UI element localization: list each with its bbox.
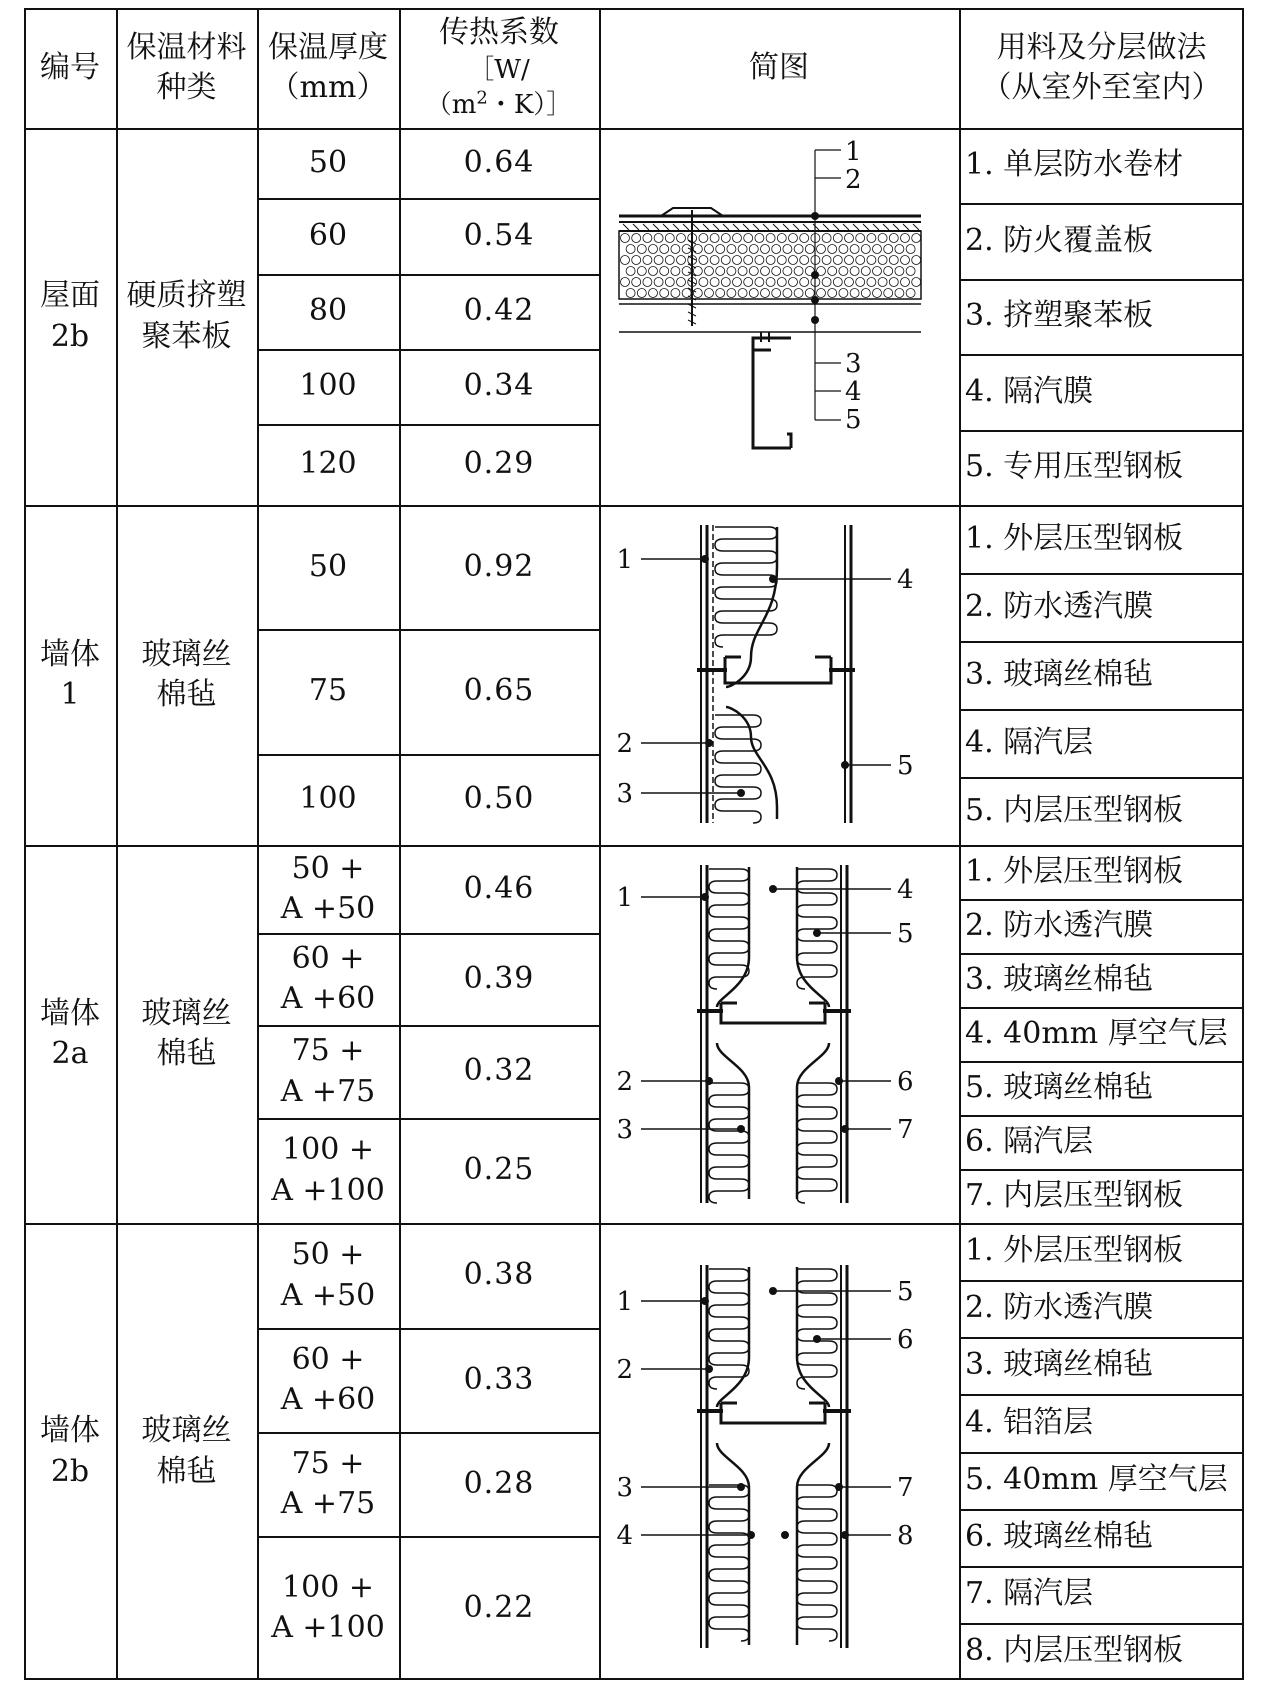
group-material — [116, 505, 257, 845]
group-code-line: 2b — [50, 318, 90, 354]
spec-table — [24, 8, 1244, 1680]
header-thickness-line: （mm） — [269, 70, 387, 105]
header-layers-line: （从室外至室内） — [981, 70, 1222, 105]
layer-item: 2. 防水透汽膜 — [965, 1290, 1154, 1326]
header-coefficient-exponent: 2 — [476, 87, 488, 109]
layer-item: 7. 内层压型钢板 — [965, 1177, 1184, 1213]
group-code — [24, 505, 116, 845]
thickness-value — [257, 1118, 399, 1223]
group-material-line: 棉毡 — [156, 1036, 217, 1071]
group-code — [24, 1223, 116, 1680]
header-code: 编号 — [40, 49, 100, 85]
callout-number: 1 — [845, 137, 862, 167]
thickness-value: 100 — [299, 368, 357, 404]
thickness-value-line: 60 + — [291, 940, 365, 976]
callout-number: 3 — [616, 1115, 633, 1145]
section-diagram-svg — [601, 507, 957, 843]
callout-number: 3 — [616, 1473, 633, 1503]
layer-item: 4. 隔汽层 — [965, 724, 1094, 760]
thickness-value-line: 50 + — [291, 850, 365, 886]
k-value: 0.34 — [463, 368, 535, 404]
header-layers — [959, 8, 1244, 128]
k-value: 0.33 — [463, 1361, 535, 1397]
callout-number: 5 — [897, 1277, 914, 1307]
layer-item: 4. 隔汽膜 — [965, 373, 1094, 409]
group-code-line: 1 — [60, 677, 80, 712]
callout-number: 4 — [845, 377, 862, 407]
thickness-value-line: A +100 — [271, 1172, 385, 1208]
k-value: 0.32 — [463, 1053, 535, 1089]
callout-number: 5 — [845, 405, 862, 435]
section-diagram — [601, 507, 957, 843]
header-coefficient — [399, 8, 599, 128]
thickness-value-line: A +75 — [280, 1073, 376, 1109]
layer-item: 6. 玻璃丝棉毡 — [965, 1519, 1154, 1555]
layer-item: 3. 挤塑聚苯板 — [965, 298, 1154, 334]
k-value: 0.22 — [463, 1589, 535, 1625]
k-value: 0.64 — [463, 144, 535, 180]
header-figure: 简图 — [749, 49, 809, 85]
layer-item: 8. 内层压型钢板 — [965, 1633, 1184, 1669]
k-value: 0.29 — [463, 446, 535, 482]
k-value: 0.92 — [463, 548, 535, 584]
thickness-value-line: A +60 — [280, 981, 376, 1016]
group-material — [116, 128, 257, 505]
thickness-value: 120 — [299, 446, 357, 482]
thickness-value — [257, 845, 399, 933]
header-layers-line: 用料及分层做法 — [996, 29, 1207, 65]
callout-number: 1 — [616, 545, 633, 575]
layer-item: 4. 40mm 厚空气层 — [965, 1015, 1228, 1051]
layer-item: 1. 外层压型钢板 — [965, 1233, 1184, 1269]
callout-number: 1 — [616, 883, 633, 913]
thickness-value-line: A +75 — [280, 1486, 376, 1521]
layer-item: 5. 玻璃丝棉毡 — [965, 1069, 1154, 1105]
layer-item: 3. 玻璃丝棉毡 — [965, 1347, 1154, 1383]
callout-number: 1 — [616, 1287, 633, 1317]
callout-number: 8 — [897, 1521, 914, 1551]
header-thickness-line: 保温厚度 — [268, 29, 388, 65]
callout-number: 2 — [616, 1067, 633, 1097]
header-coefficient-unit: $[W/(m^2$・K）］ — [425, 55, 573, 121]
callout-number: 6 — [897, 1067, 914, 1097]
layer-item: 5. 40mm 厚空气层 — [965, 1462, 1228, 1498]
header-coefficient-line: 传热系数 — [439, 14, 559, 50]
callout-number: 3 — [845, 349, 862, 379]
section-diagram — [601, 847, 957, 1221]
group-code — [24, 128, 116, 505]
layer-item: 7. 隔汽层 — [965, 1576, 1094, 1612]
group-code-line: 2a — [51, 1036, 89, 1071]
callout-number: 4 — [897, 565, 914, 595]
callout-number: 4 — [897, 875, 914, 905]
callout-number: 7 — [897, 1115, 914, 1145]
header-material-line: 种类 — [156, 70, 217, 105]
thickness-value: 60 — [308, 217, 348, 253]
thickness-value — [257, 1432, 399, 1536]
section-diagram-svg — [601, 130, 957, 503]
thickness-value: 50 — [308, 548, 348, 584]
header-thickness — [257, 8, 399, 128]
layer-item: 5. 专用压型钢板 — [965, 449, 1184, 485]
thickness-value — [257, 1536, 399, 1680]
callout-number: 5 — [897, 751, 914, 781]
header-material-line: 保温材料 — [126, 29, 247, 65]
thickness-value — [257, 1328, 399, 1432]
group-code — [24, 845, 116, 1223]
callout-number: 5 — [897, 919, 914, 949]
thickness-value: 75 — [308, 673, 348, 709]
thickness-value — [257, 933, 399, 1025]
thickness-value — [257, 1223, 399, 1328]
thickness-value-line: A +60 — [280, 1382, 376, 1417]
layer-item: 2. 防水透汽膜 — [965, 907, 1154, 943]
group-material-line: 玻璃丝 — [141, 636, 232, 672]
thickness-value-line: A +50 — [280, 1277, 376, 1313]
layer-item: 2. 防水透汽膜 — [965, 588, 1154, 624]
group-code-line: 墙体 — [40, 995, 100, 1031]
group-material — [116, 1223, 257, 1680]
thickness-value: 100 — [299, 781, 357, 817]
k-value: 0.50 — [463, 781, 535, 817]
k-value: 0.65 — [463, 673, 535, 709]
thickness-value-line: 75 + — [291, 1033, 365, 1068]
thickness-value-line: 100 + — [282, 1569, 374, 1605]
group-material-line: 棉毡 — [156, 1453, 217, 1489]
k-value: 0.28 — [463, 1465, 535, 1501]
callout-number: 2 — [616, 729, 633, 759]
layer-item: 3. 玻璃丝棉毡 — [965, 961, 1154, 997]
thickness-value: 50 — [308, 144, 348, 180]
thickness-value: 80 — [308, 293, 348, 329]
group-code-line: 2b — [50, 1453, 90, 1489]
group-material-line: 硬质挤塑 — [126, 278, 247, 313]
callout-number: 3 — [616, 779, 633, 809]
callout-number: 4 — [616, 1521, 633, 1551]
group-code-line: 屋面 — [40, 278, 100, 313]
thickness-value — [257, 1025, 399, 1118]
section-diagram — [601, 130, 957, 503]
layer-item: 3. 玻璃丝棉毡 — [965, 656, 1154, 692]
thickness-value-line: 100 + — [282, 1132, 374, 1167]
section-diagram-svg — [601, 847, 957, 1221]
group-code-line: 墙体 — [40, 1413, 100, 1448]
k-value: 0.38 — [463, 1257, 535, 1293]
layer-item: 6. 隔汽层 — [965, 1123, 1094, 1159]
k-value: 0.54 — [463, 217, 535, 253]
k-value: 0.42 — [463, 293, 535, 329]
callout-number: 7 — [897, 1473, 914, 1503]
thickness-value-line: A +50 — [280, 891, 376, 926]
group-material-line: 玻璃丝 — [141, 995, 232, 1031]
layer-item: 1. 外层压型钢板 — [965, 853, 1184, 889]
thickness-value-line: 50 + — [291, 1237, 365, 1272]
k-value: 0.25 — [463, 1152, 535, 1188]
k-value: 0.46 — [463, 870, 535, 906]
thickness-value-line: 75 + — [291, 1445, 365, 1481]
group-material-line: 棉毡 — [156, 677, 217, 712]
group-material-line: 聚苯板 — [141, 318, 232, 354]
layer-item: 5. 内层压型钢板 — [965, 792, 1184, 828]
k-value: 0.39 — [463, 960, 535, 996]
section-diagram-svg — [601, 1225, 957, 1678]
group-code-line: 墙体 — [40, 636, 100, 672]
layer-item: 2. 防火覆盖板 — [965, 222, 1154, 258]
layer-item: 1. 单层防水卷材 — [965, 147, 1184, 183]
group-material-line: 玻璃丝 — [141, 1413, 232, 1448]
callout-number: 2 — [845, 165, 862, 195]
layer-item: 1. 外层压型钢板 — [965, 520, 1184, 556]
thickness-value-line: A +100 — [271, 1610, 385, 1645]
callout-number: 2 — [616, 1355, 633, 1385]
callout-number: 6 — [897, 1325, 914, 1355]
header-material — [116, 8, 257, 128]
thickness-value-line: 60 + — [291, 1341, 365, 1377]
section-diagram — [601, 1225, 957, 1678]
layer-item: 4. 铝箔层 — [965, 1404, 1094, 1440]
group-material — [116, 845, 257, 1223]
